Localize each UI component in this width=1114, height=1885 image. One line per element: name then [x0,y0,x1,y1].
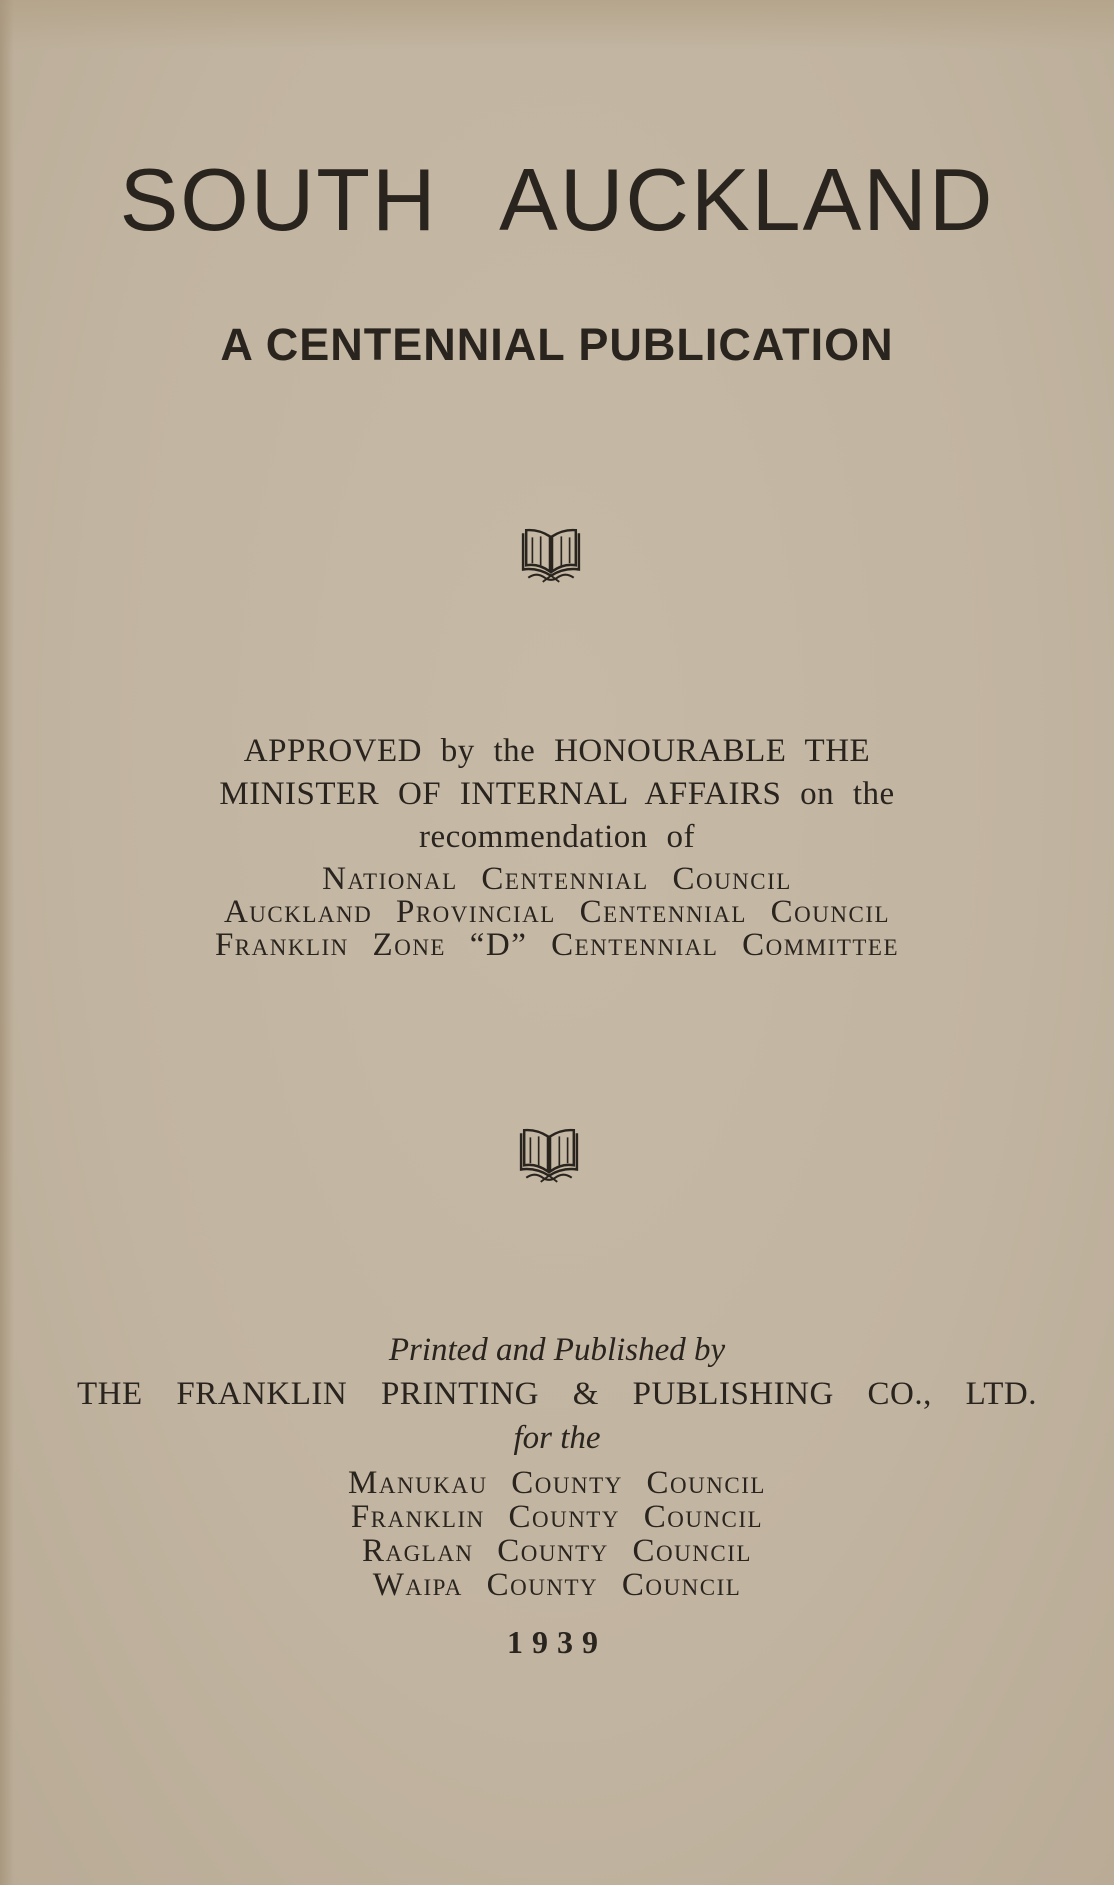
publisher-name: THE FRANKLIN PRINTING & PUBLISHING CO., LTD. [76,1376,1038,1412]
publisher-block [0,1328,1114,1664]
publication-year: 1939 [507,1624,607,1660]
approval-line-2: MINISTER OF INTERNAL AFFAIRS on the [219,776,895,812]
county-council: Manukau County Council [348,1465,766,1501]
county-council: Raglan County Council [362,1533,752,1569]
county-council: Waipa County Council [372,1567,742,1603]
council-name: Franklin Zone “D” Centennial Committee [214,927,900,963]
approval-statement [0,730,1114,962]
council-name: National Centennial Council [322,861,792,897]
county-councils [0,1466,1114,1602]
for-the-line: for the [513,1420,601,1456]
council-name: Auckland Provincial Centennial Council [223,894,891,930]
approval-line-1: APPROVED by the HONOURABLE THE [243,733,871,769]
approval-line-3: recommendation of [419,819,695,855]
book-title: SOUTH AUCKLAND [119,150,995,249]
open-book-ornament-icon [518,1124,580,1186]
paper-edge-top [0,0,1114,50]
printed-by-line: Printed and Published by [388,1332,726,1368]
book-subtitle: A CENTENNIAL PUBLICATION [220,319,894,370]
approving-councils [0,863,1114,962]
open-book-ornament-icon [520,524,582,586]
county-council: Franklin County Council [350,1499,764,1535]
